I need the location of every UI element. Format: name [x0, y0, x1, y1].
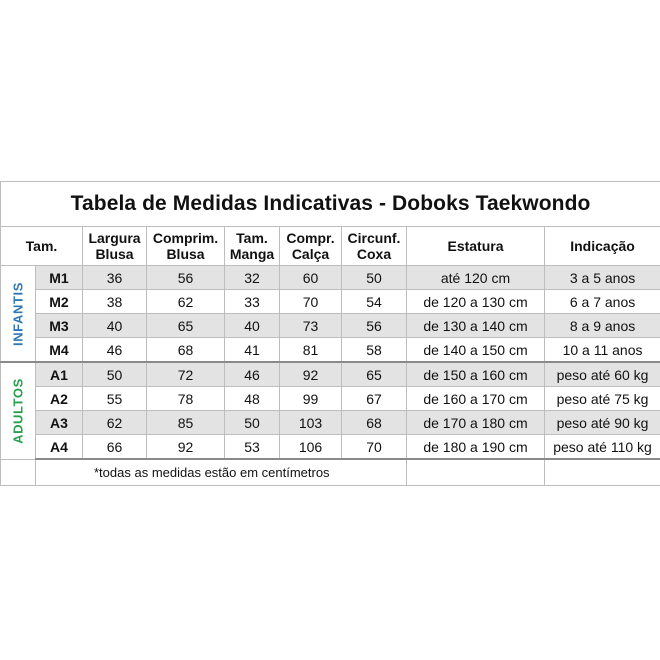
coxa-cell: 50 [342, 266, 407, 290]
table-row [1, 290, 660, 314]
footnote-row [1, 459, 660, 486]
header-indicacao: Indicação [545, 227, 660, 266]
table-row [1, 411, 660, 435]
coxa-cell: 54 [342, 290, 407, 314]
coxa-cell: 70 [342, 435, 407, 460]
coxa-cell: 67 [342, 387, 407, 411]
manga-cell: 46 [225, 362, 280, 387]
table-row [1, 314, 660, 338]
estatura-cell: de 180 a 190 cm [407, 435, 545, 460]
header-estatura: Estatura [407, 227, 545, 266]
header-tam-manga: Tam. Manga [225, 227, 280, 266]
calca-cell: 81 [280, 338, 342, 363]
indicacao-cell: 3 a 5 anos [545, 266, 660, 290]
largura-cell: 62 [83, 411, 147, 435]
estatura-cell: de 120 a 130 cm [407, 290, 545, 314]
footnote-spacer [1, 459, 36, 486]
table-body [1, 266, 660, 460]
estatura-cell: de 150 a 160 cm [407, 362, 545, 387]
group-label-adultos: ADULTOS [10, 377, 26, 444]
table-row [1, 387, 660, 411]
coxa-cell: 58 [342, 338, 407, 363]
table-title: Tabela de Medidas Indicativas - Doboks Taekwondo [1, 182, 660, 227]
size-cell: A2 [36, 387, 83, 411]
header-comprimento-blusa: Comprim. Blusa [147, 227, 225, 266]
coxa-cell: 68 [342, 411, 407, 435]
manga-cell: 48 [225, 387, 280, 411]
largura-cell: 46 [83, 338, 147, 363]
largura-cell: 36 [83, 266, 147, 290]
indicacao-cell: peso até 90 kg [545, 411, 660, 435]
comprimento-cell: 78 [147, 387, 225, 411]
table-row [1, 266, 660, 290]
estatura-cell: de 140 a 150 cm [407, 338, 545, 363]
calca-cell: 99 [280, 387, 342, 411]
comprimento-cell: 62 [147, 290, 225, 314]
estatura-cell: de 170 a 180 cm [407, 411, 545, 435]
table-row [1, 435, 660, 460]
largura-cell: 55 [83, 387, 147, 411]
size-cell: A3 [36, 411, 83, 435]
comprimento-cell: 85 [147, 411, 225, 435]
largura-cell: 66 [83, 435, 147, 460]
estatura-cell: de 130 a 140 cm [407, 314, 545, 338]
size-cell: A1 [36, 362, 83, 387]
size-table [0, 181, 660, 486]
manga-cell: 53 [225, 435, 280, 460]
manga-cell: 33 [225, 290, 280, 314]
calca-cell: 92 [280, 362, 342, 387]
size-chart-sheet [0, 181, 660, 481]
indicacao-cell: peso até 75 kg [545, 387, 660, 411]
header-row [1, 227, 660, 266]
footnote-empty-indicacao [545, 459, 660, 486]
size-cell: A4 [36, 435, 83, 460]
size-cell: M1 [36, 266, 83, 290]
comprimento-cell: 68 [147, 338, 225, 363]
group-label-infantis: INFANTIS [10, 281, 26, 346]
footnote: *todas as medidas estão em centímetros [36, 459, 407, 486]
comprimento-cell: 92 [147, 435, 225, 460]
manga-cell: 40 [225, 314, 280, 338]
calca-cell: 73 [280, 314, 342, 338]
calca-cell: 70 [280, 290, 342, 314]
size-cell: M2 [36, 290, 83, 314]
table-row [1, 362, 660, 387]
indicacao-cell: peso até 110 kg [545, 435, 660, 460]
comprimento-cell: 65 [147, 314, 225, 338]
estatura-cell: de 160 a 170 cm [407, 387, 545, 411]
header-circunf-coxa: Circunf. Coxa [342, 227, 407, 266]
manga-cell: 41 [225, 338, 280, 363]
largura-cell: 40 [83, 314, 147, 338]
largura-cell: 50 [83, 362, 147, 387]
manga-cell: 50 [225, 411, 280, 435]
group-label-cell [1, 266, 36, 363]
comprimento-cell: 56 [147, 266, 225, 290]
header-largura-blusa: Largura Blusa [83, 227, 147, 266]
coxa-cell: 65 [342, 362, 407, 387]
footnote-empty-estatura [407, 459, 545, 486]
indicacao-cell: 10 a 11 anos [545, 338, 660, 363]
header-size: Tam. [1, 227, 83, 266]
largura-cell: 38 [83, 290, 147, 314]
calca-cell: 60 [280, 266, 342, 290]
comprimento-cell: 72 [147, 362, 225, 387]
size-cell: M4 [36, 338, 83, 363]
calca-cell: 103 [280, 411, 342, 435]
group-label-cell [1, 362, 36, 459]
manga-cell: 32 [225, 266, 280, 290]
calca-cell: 106 [280, 435, 342, 460]
size-cell: M3 [36, 314, 83, 338]
coxa-cell: 56 [342, 314, 407, 338]
estatura-cell: até 120 cm [407, 266, 545, 290]
indicacao-cell: 6 a 7 anos [545, 290, 660, 314]
table-row [1, 338, 660, 363]
header-compr-calca: Compr. Calça [280, 227, 342, 266]
indicacao-cell: 8 a 9 anos [545, 314, 660, 338]
indicacao-cell: peso até 60 kg [545, 362, 660, 387]
